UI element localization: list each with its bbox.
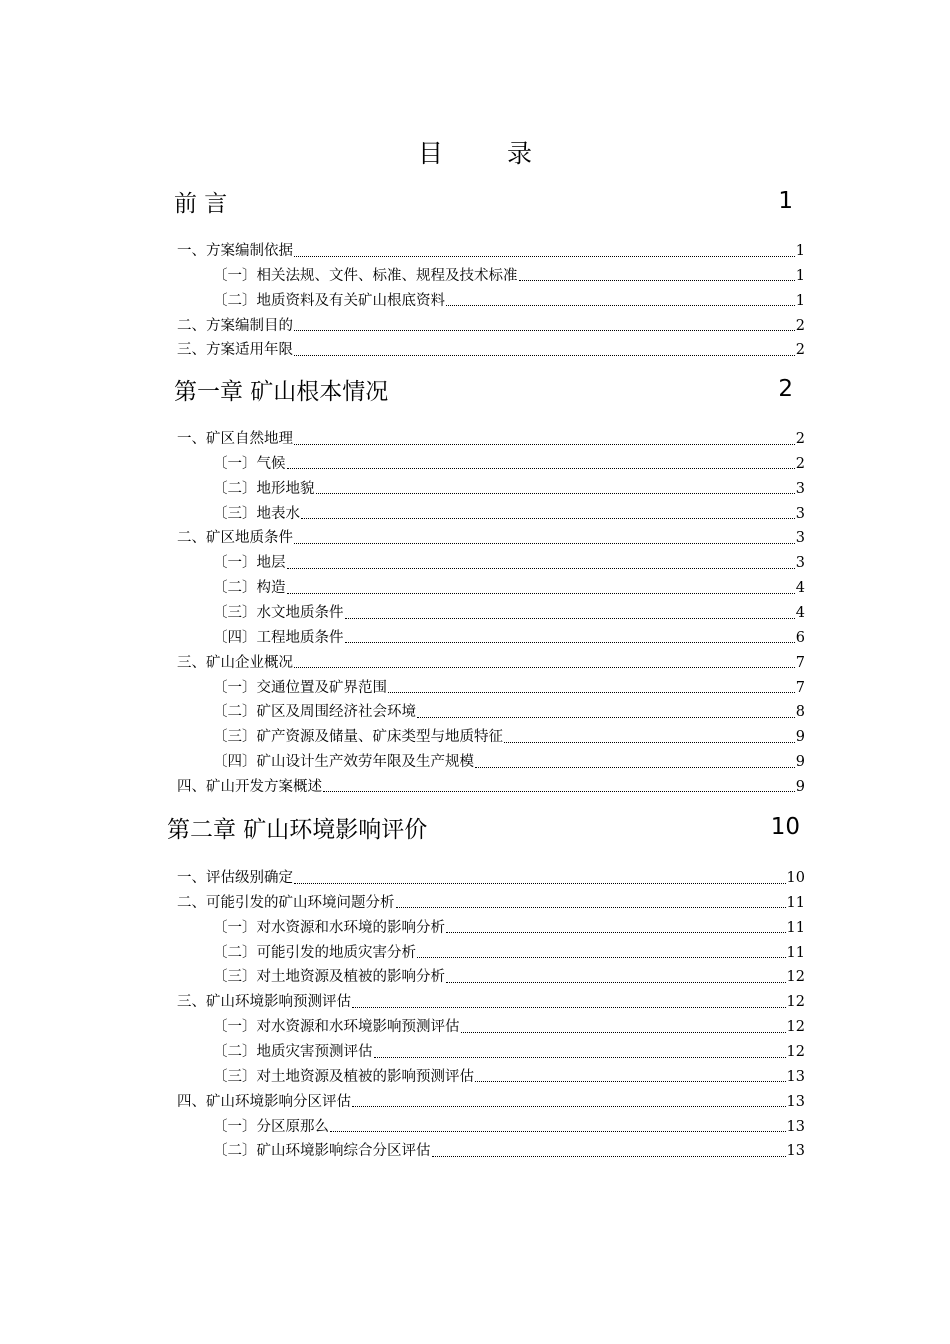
toc-entry-text: 二、矿区地质条件 xyxy=(177,530,293,547)
toc-entry-page-number: 12 xyxy=(786,994,805,1011)
toc-entry[interactable] xyxy=(213,725,805,750)
toc-entry[interactable] xyxy=(213,750,805,775)
dot-leader xyxy=(294,883,786,884)
toc-entry-text: 二、可能引发的矿山环境问题分析 xyxy=(177,894,395,911)
toc-entry-page-number: 11 xyxy=(786,894,805,911)
toc-entry-page-number: 4 xyxy=(795,604,805,621)
toc-entry-page-number: 6 xyxy=(795,629,805,646)
toc-entry-text: 三、方案适用年限 xyxy=(177,342,293,359)
toc-entry[interactable] xyxy=(213,626,805,651)
toc-entry-text: 一、方案编制依据 xyxy=(177,243,293,259)
toc-entry-text: 〔一〕地层 xyxy=(213,555,286,572)
toc-entry-page-number: 3 xyxy=(795,555,805,572)
toc-entry-text: 〔三〕对土地资源及植被的影响分析 xyxy=(213,969,445,986)
toc-entry-text: 〔四〕矿山设计生产效劳年限及生产规模 xyxy=(213,754,474,771)
toc-entry[interactable] xyxy=(177,526,805,551)
toc-entry-text: 〔二〕可能引发的地质灾害分析 xyxy=(213,944,416,961)
dot-leader xyxy=(417,717,795,718)
toc-entry-text: 〔一〕相关法规、文件、标准、规程及技术标准 xyxy=(213,267,518,284)
toc-entry-page-number: 1 xyxy=(795,267,805,284)
dot-leader xyxy=(294,355,795,356)
toc-entry-text: 〔二〕地形地貌 xyxy=(213,480,315,497)
toc-entry-page-number: 13 xyxy=(786,1093,805,1110)
dot-leader xyxy=(345,618,795,619)
toc-entry[interactable] xyxy=(213,477,805,502)
toc-entry[interactable] xyxy=(213,264,805,289)
toc-entry[interactable] xyxy=(177,1090,805,1115)
dot-leader xyxy=(294,444,795,445)
toc-entry-page-number: 4 xyxy=(795,580,805,597)
dot-leader xyxy=(396,907,786,908)
toc-entry-page-number: 2 xyxy=(795,431,805,447)
dot-leader xyxy=(323,791,795,792)
toc-entry[interactable] xyxy=(213,676,805,701)
toc-entry-text: 〔三〕水文地质条件 xyxy=(213,604,344,621)
dot-leader xyxy=(461,1032,786,1033)
chapter-page-number: 1 xyxy=(778,188,793,214)
toc-entry-page-number: 8 xyxy=(795,704,805,721)
toc-entry-page-number: 11 xyxy=(786,944,805,961)
dot-leader xyxy=(417,957,786,958)
toc-entry-text: 一、评估级别确定 xyxy=(177,870,293,886)
toc-entry-text: 〔四〕工程地质条件 xyxy=(213,629,344,646)
toc-entry-text: 〔三〕地表水 xyxy=(213,505,300,522)
toc-entry[interactable] xyxy=(177,990,805,1015)
dot-leader xyxy=(352,1106,786,1107)
chapter-heading[interactable] xyxy=(174,372,793,406)
toc-entry-page-number: 13 xyxy=(786,1143,805,1160)
toc-entry-text: 四、矿山环境影响分区评估 xyxy=(177,1093,351,1110)
chapter-page-number: 10 xyxy=(770,814,800,840)
dot-leader xyxy=(374,1057,786,1058)
dot-leader xyxy=(388,692,795,693)
chapter-page-number: 2 xyxy=(778,376,793,402)
toc-entry[interactable] xyxy=(177,651,805,676)
toc-entry-page-number: 9 xyxy=(795,729,805,746)
dot-leader xyxy=(446,932,786,933)
toc-title: 目 录 xyxy=(418,139,560,168)
dot-leader xyxy=(294,256,795,257)
toc-entry-text: 一、矿区自然地理 xyxy=(177,431,293,447)
toc-entry-page-number: 1 xyxy=(795,243,805,259)
toc-entry[interactable] xyxy=(213,1065,805,1090)
dot-leader xyxy=(330,1131,786,1132)
toc-entry-page-number: 10 xyxy=(786,870,805,886)
toc-entry[interactable] xyxy=(177,891,805,916)
toc-entry-page-number: 12 xyxy=(786,969,805,986)
toc-entry[interactable] xyxy=(177,866,805,891)
toc-entry[interactable] xyxy=(177,775,805,800)
dot-leader xyxy=(519,280,795,281)
toc-entry-page-number: 7 xyxy=(795,654,805,671)
dot-leader xyxy=(432,1156,786,1157)
dot-leader xyxy=(316,493,795,494)
chapter-heading[interactable] xyxy=(174,184,793,218)
toc-entry[interactable] xyxy=(213,1139,805,1164)
toc-entry-text: 二、方案编制目的 xyxy=(177,317,293,334)
toc-entry-text: 〔三〕矿产资源及储量、矿床类型与地质特征 xyxy=(213,729,503,746)
toc-entry-text: 〔一〕对水资源和水环境影响预测评估 xyxy=(213,1019,460,1036)
toc-entry-text: 四、矿山开发方案概述 xyxy=(177,778,322,795)
toc-entry-page-number: 13 xyxy=(786,1118,805,1135)
toc-entry-text: 〔三〕对土地资源及植被的影响预测评估 xyxy=(213,1068,474,1085)
dot-leader xyxy=(294,667,795,668)
toc-entry-page-number: 7 xyxy=(795,679,805,696)
toc-entry[interactable] xyxy=(177,239,805,264)
chapter-heading[interactable] xyxy=(167,810,800,844)
dot-leader xyxy=(294,543,795,544)
dot-leader xyxy=(446,982,786,983)
dot-leader xyxy=(294,330,795,331)
dot-leader xyxy=(345,642,795,643)
dot-leader xyxy=(446,305,795,306)
dot-leader xyxy=(287,468,795,469)
toc-entry-text: 〔二〕矿山环境影响综合分区评估 xyxy=(213,1143,431,1160)
dot-leader xyxy=(504,742,795,743)
toc-entry-text: 〔一〕对水资源和水环境的影响分析 xyxy=(213,919,445,936)
toc-entry-page-number: 3 xyxy=(795,480,805,497)
toc-entry[interactable] xyxy=(213,452,805,477)
toc-entry[interactable] xyxy=(177,314,805,339)
toc-entry-page-number: 3 xyxy=(795,505,805,522)
toc-entry[interactable] xyxy=(177,338,805,363)
toc-entry-page-number: 2 xyxy=(795,317,805,334)
toc-entry-text: 〔一〕分区原那么 xyxy=(213,1118,329,1135)
toc-entry[interactable] xyxy=(213,1040,805,1065)
dot-leader xyxy=(352,1007,786,1008)
toc-entry-page-number: 2 xyxy=(795,455,805,472)
toc-entry-page-number: 13 xyxy=(786,1068,805,1085)
toc-entry[interactable] xyxy=(213,576,805,601)
toc-entry-text: 〔二〕构造 xyxy=(213,580,286,597)
toc-entry[interactable] xyxy=(213,1015,805,1040)
toc-entry[interactable] xyxy=(213,965,805,990)
toc-entry-page-number: 11 xyxy=(786,919,805,936)
toc-entry-page-number: 3 xyxy=(795,530,805,547)
toc-entry-page-number: 12 xyxy=(786,1019,805,1036)
toc-entry-text: 〔一〕气候 xyxy=(213,455,286,472)
toc-entry[interactable] xyxy=(213,700,805,725)
chapter-heading-text: 第一章 矿山根本情况 xyxy=(174,378,389,405)
toc-entry-page-number: 2 xyxy=(795,342,805,359)
toc-entry[interactable] xyxy=(213,289,805,314)
toc-entry[interactable] xyxy=(213,941,805,966)
dot-leader xyxy=(287,593,795,594)
toc-entry-text: 〔一〕交通位置及矿界范围 xyxy=(213,679,387,696)
dot-leader xyxy=(287,568,795,569)
toc-entry-page-number: 9 xyxy=(795,754,805,771)
toc-entry-page-number: 12 xyxy=(786,1043,805,1060)
toc-entry[interactable] xyxy=(213,916,805,941)
toc-entry[interactable] xyxy=(213,1115,805,1140)
toc-entry-text: 〔二〕矿区及周围经济社会环境 xyxy=(213,704,416,721)
toc-entry[interactable] xyxy=(177,427,805,452)
toc-entry[interactable] xyxy=(213,551,805,576)
dot-leader xyxy=(301,518,795,519)
toc-entry-text: 三、矿山环境影响预测评估 xyxy=(177,994,351,1011)
toc-entry-text: 三、矿山企业概况 xyxy=(177,654,293,671)
toc-entry[interactable] xyxy=(213,502,805,527)
toc-entry[interactable] xyxy=(213,601,805,626)
toc-entry-page-number: 9 xyxy=(795,778,805,795)
chapter-heading-text: 前 言 xyxy=(174,190,228,217)
dot-leader xyxy=(475,1081,786,1082)
dot-leader xyxy=(475,767,795,768)
toc-entry-text: 〔二〕地质资料及有关矿山根底资料 xyxy=(213,292,445,309)
chapter-heading-text: 第二章 矿山环境影响评价 xyxy=(167,816,428,843)
toc-entry-page-number: 1 xyxy=(795,292,805,309)
toc-entry-text: 〔二〕地质灾害预测评估 xyxy=(213,1043,373,1060)
